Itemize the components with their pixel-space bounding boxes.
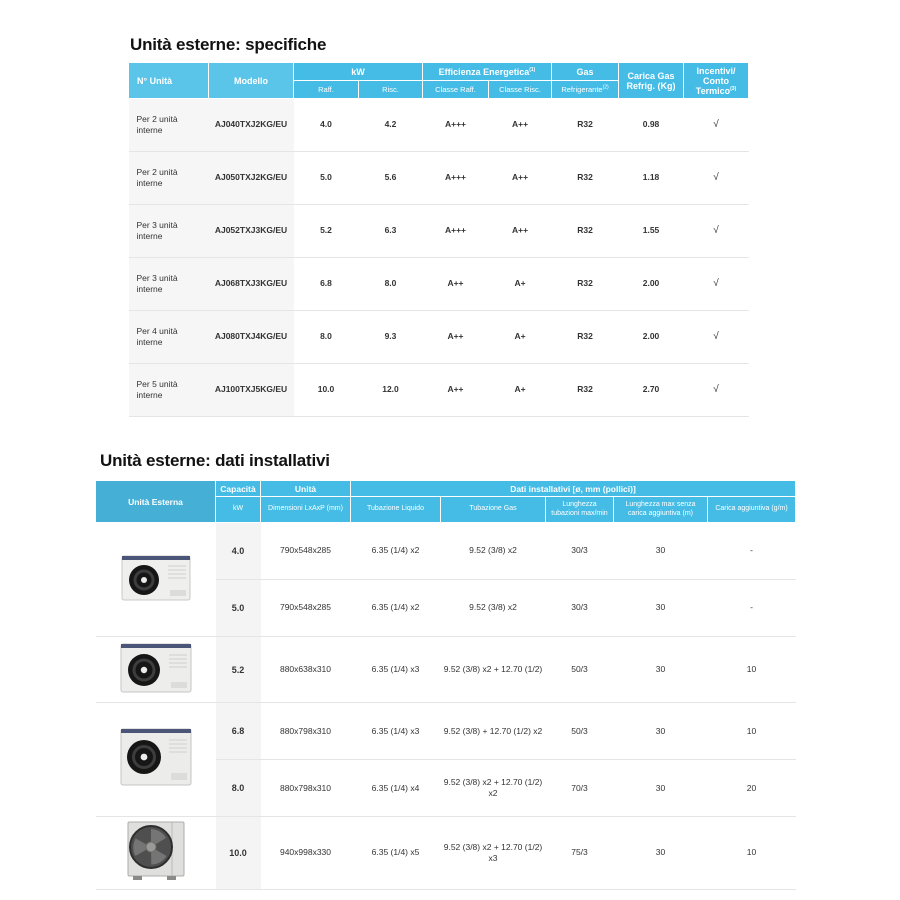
cell-carica-aggiuntiva: 20 xyxy=(708,760,796,817)
install-row xyxy=(96,523,796,580)
outdoor-unit-medium-icon xyxy=(117,639,195,697)
cell-lunghezza-max: 30 xyxy=(614,703,708,760)
cell-lunghezza: 70/3 xyxy=(546,760,614,817)
install-row xyxy=(96,637,796,703)
cell-lunghezza: 50/3 xyxy=(546,637,614,703)
cell-kw-raff: 6.8 xyxy=(294,258,359,311)
outdoor-unit-tall-image xyxy=(96,703,216,817)
cell-classe-risc: A+ xyxy=(489,258,552,311)
cell-tubazione-liquido: 6.35 (1/4) x3 xyxy=(351,703,441,760)
cell-capacita: 6.8 xyxy=(216,703,261,760)
cell-classe-risc: A+ xyxy=(489,311,552,364)
cell-classe-raff: A++ xyxy=(423,311,489,364)
cell-carica-aggiuntiva: 10 xyxy=(708,637,796,703)
header-capacita-group: Capacità xyxy=(216,481,261,497)
header-dati-installativi-group: Dati installativi [ø, mm (pollici)] xyxy=(351,481,796,497)
cell-n-unita: Per 3 unità interne xyxy=(129,205,209,258)
header-gas-group: Gas xyxy=(552,63,619,81)
header-classe-risc: Classe Risc. xyxy=(489,81,552,99)
cell-tubazione-gas: 9.52 (3/8) x2 xyxy=(441,580,546,637)
header-efficienza-group xyxy=(423,63,552,81)
cell-n-unita: Per 3 unità interne xyxy=(129,258,209,311)
spec-row xyxy=(129,205,749,258)
cell-lunghezza-max: 30 xyxy=(614,637,708,703)
cell-lunghezza-max: 30 xyxy=(614,580,708,637)
header-kw: kW xyxy=(216,497,261,523)
cell-lunghezza-max: 30 xyxy=(614,817,708,889)
cell-kw-risc: 12.0 xyxy=(359,364,423,417)
cell-dimensioni: 790x548x285 xyxy=(261,523,351,580)
cell-capacita: 4.0 xyxy=(216,523,261,580)
spec-header-group-row xyxy=(129,63,749,81)
cell-carica: 0.98 xyxy=(619,99,684,152)
cell-lunghezza: 30/3 xyxy=(546,580,614,637)
incentivi-footnote: (3) xyxy=(730,85,737,92)
cell-n-unita: Per 4 unità interne xyxy=(129,311,209,364)
header-tubazione-liquido: Tubazione Liquido xyxy=(351,497,441,523)
header-carica-aggiuntiva: Carica aggiuntiva (g/m) xyxy=(708,497,796,523)
cell-lunghezza-max: 30 xyxy=(614,523,708,580)
cell-modello: AJ100TXJ5KG/EU xyxy=(209,364,294,417)
cell-kw-risc: 9.3 xyxy=(359,311,423,364)
cell-tubazione-gas: 9.52 (3/8) x2 + 12.70 (1/2) x3 xyxy=(441,817,546,889)
cell-kw-risc: 6.3 xyxy=(359,205,423,258)
cell-dimensioni: 790x548x285 xyxy=(261,580,351,637)
cell-tubazione-gas: 9.52 (3/8) x2 + 12.70 (1/2) x2 xyxy=(441,760,546,817)
cell-capacita: 5.2 xyxy=(216,637,261,703)
cell-carica: 2.00 xyxy=(619,258,684,311)
spec-row xyxy=(129,311,749,364)
cell-gas: R32 xyxy=(552,258,619,311)
outdoor-unit-medium-image xyxy=(96,637,216,703)
cell-n-unita: Per 2 unità interne xyxy=(129,152,209,205)
cell-carica-aggiuntiva: 10 xyxy=(708,817,796,889)
cell-dimensioni: 880x798x310 xyxy=(261,703,351,760)
cell-modello: AJ050TXJ2KG/EU xyxy=(209,152,294,205)
header-efficienza-label: Efficienza Energetica xyxy=(438,66,530,77)
cell-gas: R32 xyxy=(552,311,619,364)
checkmark: √ xyxy=(684,258,749,311)
header-incentivi-line2: Conto Termico xyxy=(695,75,731,96)
cell-carica-aggiuntiva: 10 xyxy=(708,703,796,760)
refrigerante-footnote: (2) xyxy=(602,84,609,91)
cell-modello: AJ040TXJ2KG/EU xyxy=(209,99,294,152)
cell-capacita: 8.0 xyxy=(216,760,261,817)
cell-classe-risc: A++ xyxy=(489,99,552,152)
cell-classe-risc: A++ xyxy=(489,205,552,258)
header-classe-raff: Classe Raff. xyxy=(423,81,489,99)
cell-n-unita: Per 2 unità interne xyxy=(129,99,209,152)
outdoor-unit-tall-icon xyxy=(116,725,196,791)
cell-carica: 1.18 xyxy=(619,152,684,205)
section2-title: Unità esterne: dati installativi xyxy=(100,451,330,470)
cell-classe-raff: A+++ xyxy=(423,205,489,258)
cell-carica-aggiuntiva: - xyxy=(708,580,796,637)
efficienza-footnote: (1) xyxy=(529,66,536,73)
header-modello: Modello xyxy=(209,63,294,99)
install-table xyxy=(95,480,796,890)
cell-tubazione-liquido: 6.35 (1/4) x2 xyxy=(351,523,441,580)
cell-lunghezza: 75/3 xyxy=(546,817,614,889)
cell-carica-aggiuntiva: - xyxy=(708,523,796,580)
cell-gas: R32 xyxy=(552,152,619,205)
header-carica-gas: Carica Gas Refrig. (Kg) xyxy=(619,63,684,99)
cell-capacita: 5.0 xyxy=(216,580,261,637)
cell-gas: R32 xyxy=(552,364,619,417)
header-unita-esterna: Unità Esterna xyxy=(96,481,216,523)
cell-kw-risc: 5.6 xyxy=(359,152,423,205)
header-kw-group: kW xyxy=(294,63,423,81)
cell-classe-raff: A++ xyxy=(423,364,489,417)
header-unita-group: Unità xyxy=(261,481,351,497)
cell-classe-risc: A++ xyxy=(489,152,552,205)
cell-kw-raff: 5.0 xyxy=(294,152,359,205)
spec-row xyxy=(129,99,749,152)
cell-n-unita: Per 5 unità interne xyxy=(129,364,209,417)
install-row xyxy=(96,703,796,760)
checkmark: √ xyxy=(684,311,749,364)
cell-modello: AJ052TXJ3KG/EU xyxy=(209,205,294,258)
outdoor-unit-small-icon xyxy=(118,550,194,606)
install-header-group-row xyxy=(96,481,796,497)
header-n-unita: N° Unità xyxy=(129,63,209,99)
checkmark: √ xyxy=(684,99,749,152)
spec-row xyxy=(129,152,749,205)
cell-carica: 2.70 xyxy=(619,364,684,417)
checkmark: √ xyxy=(684,364,749,417)
header-dimensioni: Dimensioni LxAxP (mm) xyxy=(261,497,351,523)
cell-tubazione-gas: 9.52 (3/8) x2 xyxy=(441,523,546,580)
spec-row xyxy=(129,364,749,417)
cell-dimensioni: 940x998x330 xyxy=(261,817,351,889)
cell-lunghezza: 30/3 xyxy=(546,523,614,580)
header-incentivi xyxy=(684,63,749,99)
cell-dimensioni: 880x638x310 xyxy=(261,637,351,703)
header-lunghezza-tubazioni: Lunghezza tubazioni max/min xyxy=(546,497,614,523)
spec-row xyxy=(129,258,749,311)
cell-carica: 2.00 xyxy=(619,311,684,364)
cell-modello: AJ068TXJ3KG/EU xyxy=(209,258,294,311)
checkmark: √ xyxy=(684,152,749,205)
cell-capacita: 10.0 xyxy=(216,817,261,889)
cell-gas: R32 xyxy=(552,205,619,258)
cell-classe-raff: A++ xyxy=(423,258,489,311)
header-risc: Risc. xyxy=(359,81,423,99)
header-raff: Raff. xyxy=(294,81,359,99)
cell-dimensioni: 880x798x310 xyxy=(261,760,351,817)
cell-tubazione-liquido: 6.35 (1/4) x3 xyxy=(351,637,441,703)
cell-kw-raff: 4.0 xyxy=(294,99,359,152)
cell-classe-raff: A+++ xyxy=(423,99,489,152)
header-refrigerante xyxy=(552,81,619,99)
outdoor-unit-small-image xyxy=(96,523,216,637)
outdoor-unit-large-image xyxy=(96,817,216,889)
cell-tubazione-liquido: 6.35 (1/4) x4 xyxy=(351,760,441,817)
header-tubazione-gas: Tubazione Gas xyxy=(441,497,546,523)
install-row xyxy=(96,817,796,889)
cell-kw-raff: 5.2 xyxy=(294,205,359,258)
cell-modello: AJ080TXJ4KG/EU xyxy=(209,311,294,364)
cell-kw-raff: 8.0 xyxy=(294,311,359,364)
header-refrigerante-label: Refrigerante xyxy=(561,85,603,94)
cell-tubazione-liquido: 6.35 (1/4) x5 xyxy=(351,817,441,889)
cell-carica: 1.55 xyxy=(619,205,684,258)
checkmark: √ xyxy=(684,205,749,258)
cell-kw-risc: 4.2 xyxy=(359,99,423,152)
cell-tubazione-gas: 9.52 (3/8) x2 + 12.70 (1/2) xyxy=(441,637,546,703)
header-lunghezza-max: Lunghezza max senza carica aggiuntiva (m) xyxy=(614,497,708,523)
cell-lunghezza: 50/3 xyxy=(546,703,614,760)
cell-tubazione-liquido: 6.35 (1/4) x2 xyxy=(351,580,441,637)
cell-tubazione-gas: 9.52 (3/8) + 12.70 (1/2) x2 xyxy=(441,703,546,760)
header-incentivi-line1: Incentivi/ xyxy=(696,65,736,76)
cell-classe-raff: A+++ xyxy=(423,152,489,205)
cell-classe-risc: A+ xyxy=(489,364,552,417)
cell-lunghezza-max: 30 xyxy=(614,760,708,817)
section1-title: Unità esterne: specifiche xyxy=(130,35,327,54)
spec-table xyxy=(128,62,749,417)
cell-gas: R32 xyxy=(552,99,619,152)
outdoor-unit-large-icon xyxy=(123,819,189,883)
cell-kw-raff: 10.0 xyxy=(294,364,359,417)
cell-kw-risc: 8.0 xyxy=(359,258,423,311)
